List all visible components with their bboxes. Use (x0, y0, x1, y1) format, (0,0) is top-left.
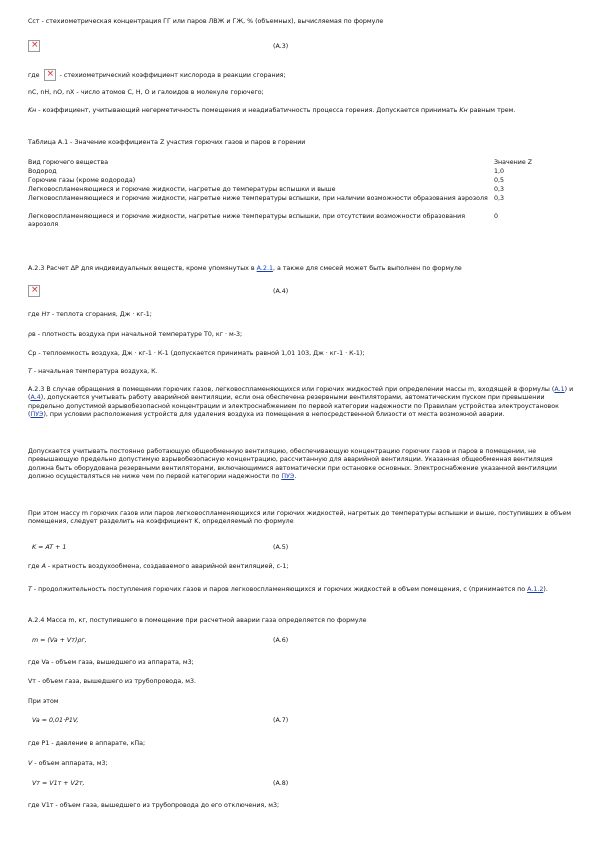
table-cell: 0,5 (494, 177, 505, 184)
table-cell: Легковоспламеняющиеся и горючие жидкости, нагретые до температуры вспышки и выше (28, 186, 336, 193)
table-cell: Легковоспламеняющиеся и горючие жидкости, нагретые ниже температуры вспышки, при отсутствии возможности образования аэрозоля (28, 212, 466, 228)
broken-image-icon (28, 285, 40, 297)
table-cell: 0,3 (494, 195, 505, 202)
table-row (28, 168, 538, 177)
equation-a8: Vт = V1т + V2т, (32, 780, 85, 787)
table-cell: Горючие газы (кроме водорода) (28, 177, 136, 184)
paragraph-atoms: nC, nH, nO, nX - число атомов С, Н, О и галоидов в молекуле горючего; (28, 89, 264, 96)
paragraph-density: ρв - плотность воздуха при начальной температуре Т0, кг · м-3; (28, 331, 243, 338)
paragraph-p1: где Р1 - давление в аппарате, кПа; (28, 740, 146, 747)
equation-a6: m = (Va + Vт)ρг, (32, 637, 87, 644)
paragraph-beta: где × - стехиометрический коэффициент кислорода в реакции сгорания; (28, 69, 286, 81)
coefficient-z-table (28, 159, 538, 230)
paragraph-a24: А.2.4 Масса m, кг, поступившего в помещение при расчетной аварии газа определяется по формуле (28, 617, 367, 624)
paragraph-ventilation: А.2.3 В случае обращения в помещении горючих газов, легковоспламеняющихся или горючих жидкостей при определении массы m, входящей в формулы (А.1) и (А.4), допускается учитывать работу аварийной вентиляции, если она обеспечена резервными вентиляторами, автоматическим пуском при превышении предельно допустимой взрывобезопасной концентрации и электроснабжением по первой категории надежности по Правилам устройства электроустановок (ПУЭ), при условии расположения устройств для удаления воздуха из помещения в непосредственной близости от места возможной аварии. (28, 386, 574, 419)
equation-number-a6: (А.6) (273, 637, 289, 644)
table-row (28, 177, 538, 186)
table-cell: Легковоспламеняющиеся и горючие жидкости, нагретые ниже температуры вспышки, при наличии возможности образования аэрозоля (28, 195, 488, 202)
equation-a7: Va = 0,01·P1V, (32, 717, 79, 724)
equation-number-a8: (А.8) (273, 780, 289, 787)
paragraph-vt: Vт - объем газа, вышедшего из трубопровода, м3. (28, 678, 196, 685)
link-a21[interactable]: А.2.1 (256, 265, 273, 272)
table-header-row (28, 159, 538, 168)
table-cell: 0 (494, 212, 499, 220)
paragraph-mass-k: При этом массу m горючих газов или паров легковоспламеняющихся или горючих жидкостей, нагретых до температуры вспышки и выше, поступивших в объем помещения, следует разделить на коэффициент K, определяемый по формуле (28, 510, 572, 526)
link-a1[interactable]: А.1 (554, 386, 565, 393)
equation-a5: K = AT + 1 (32, 544, 67, 551)
table-header-cell: Вид горючего вещества (28, 159, 109, 166)
table-cell: 0,3 (494, 186, 505, 193)
table-row (28, 195, 538, 213)
paragraph-heat-capacity: Ср - теплоемкость воздуха, Дж · кг-1 · К-1 (допускается принимать равной 1,01 103, Дж · кг-1 · К-1); (28, 350, 365, 357)
table-row (28, 213, 538, 231)
paragraph-v1t: где V1т - объем газа, вышедшего из трубопровода до его отключения, м3; (28, 802, 280, 809)
paragraph-va: где Va - объем газа, вышедшего из аппарата, м3; (28, 659, 194, 666)
equation-number-a4: (А.4) (273, 288, 289, 295)
table-cell: Водород (28, 168, 57, 175)
equation-number-a5: (А.5) (273, 544, 289, 551)
paragraph-general-ventilation: Допускается учитывать постоянно работающую общеобменную вентиляцию, обеспечивающую концентрацию горючих газов и паров в помещении, не превышающую предельно допустимую взрывобезопасную концентрацию, рассчитанную для аварийной вентиляции. Указанная общеобменная вентиляция должна быть оборудована резервными вентиляторами, включающимися автоматически при остановке основных. Электроснабжение указанной вентиляции должно осуществляться не ниже чем по первой категории надежности по ПУЭ. (28, 448, 557, 481)
equation-number-a3: (А.3) (273, 43, 289, 50)
paragraph-kn: Kн - коэффициент, учитывающий негерметичность помещения и неадиабатичность процесса горения. Допускается принимать Kн равным трем. (28, 107, 516, 114)
link-pue[interactable]: ПУЭ (30, 411, 44, 419)
table-cell: 1,0 (494, 168, 505, 175)
table-title: Таблица А.1 - Значение коэффициента Z участия горючих газов и паров в горении (28, 139, 306, 146)
equation-number-a7: (А.7) (273, 717, 289, 724)
broken-image-icon (28, 40, 40, 52)
broken-image-icon (44, 69, 56, 81)
paragraph-v: V - объем аппарата, м3; (28, 760, 108, 767)
link-a12[interactable]: А.1.2 (527, 586, 544, 593)
table-header-cell: Значение Z (494, 159, 533, 166)
link-pue[interactable]: ПУЭ (281, 473, 295, 481)
table-row (28, 186, 538, 195)
paragraph-duration: Т - продолжительность поступления горючих газов и паров легковоспламеняющихся и горючих жидкостей в объем помещения, с (принимается по А.1.2). (28, 586, 548, 593)
paragraph-pri-etom: При этом (28, 698, 59, 705)
paragraph-cst: Сст - стехиометрическая концентрация ГГ или паров ЛВЖ и ГЖ, % (объемных), вычисляемая по формуле (28, 18, 384, 25)
link-a4[interactable]: А.4 (30, 394, 41, 402)
paragraph-a23: А.2.3 Расчет ΔР для индивидуальных веществ, кроме упомянутых в А.2.1, а также для смесей может быть выполнен по формуле (28, 265, 462, 272)
paragraph-heat: где Нт - теплота сгорания, Дж · кг-1; (28, 311, 152, 318)
paragraph-air-exchange: где А - кратность воздухообмена, создаваемого аварийной вентиляцией, с-1; (28, 563, 289, 570)
paragraph-temperature: Т - начальная температура воздуха, К. (28, 368, 158, 375)
